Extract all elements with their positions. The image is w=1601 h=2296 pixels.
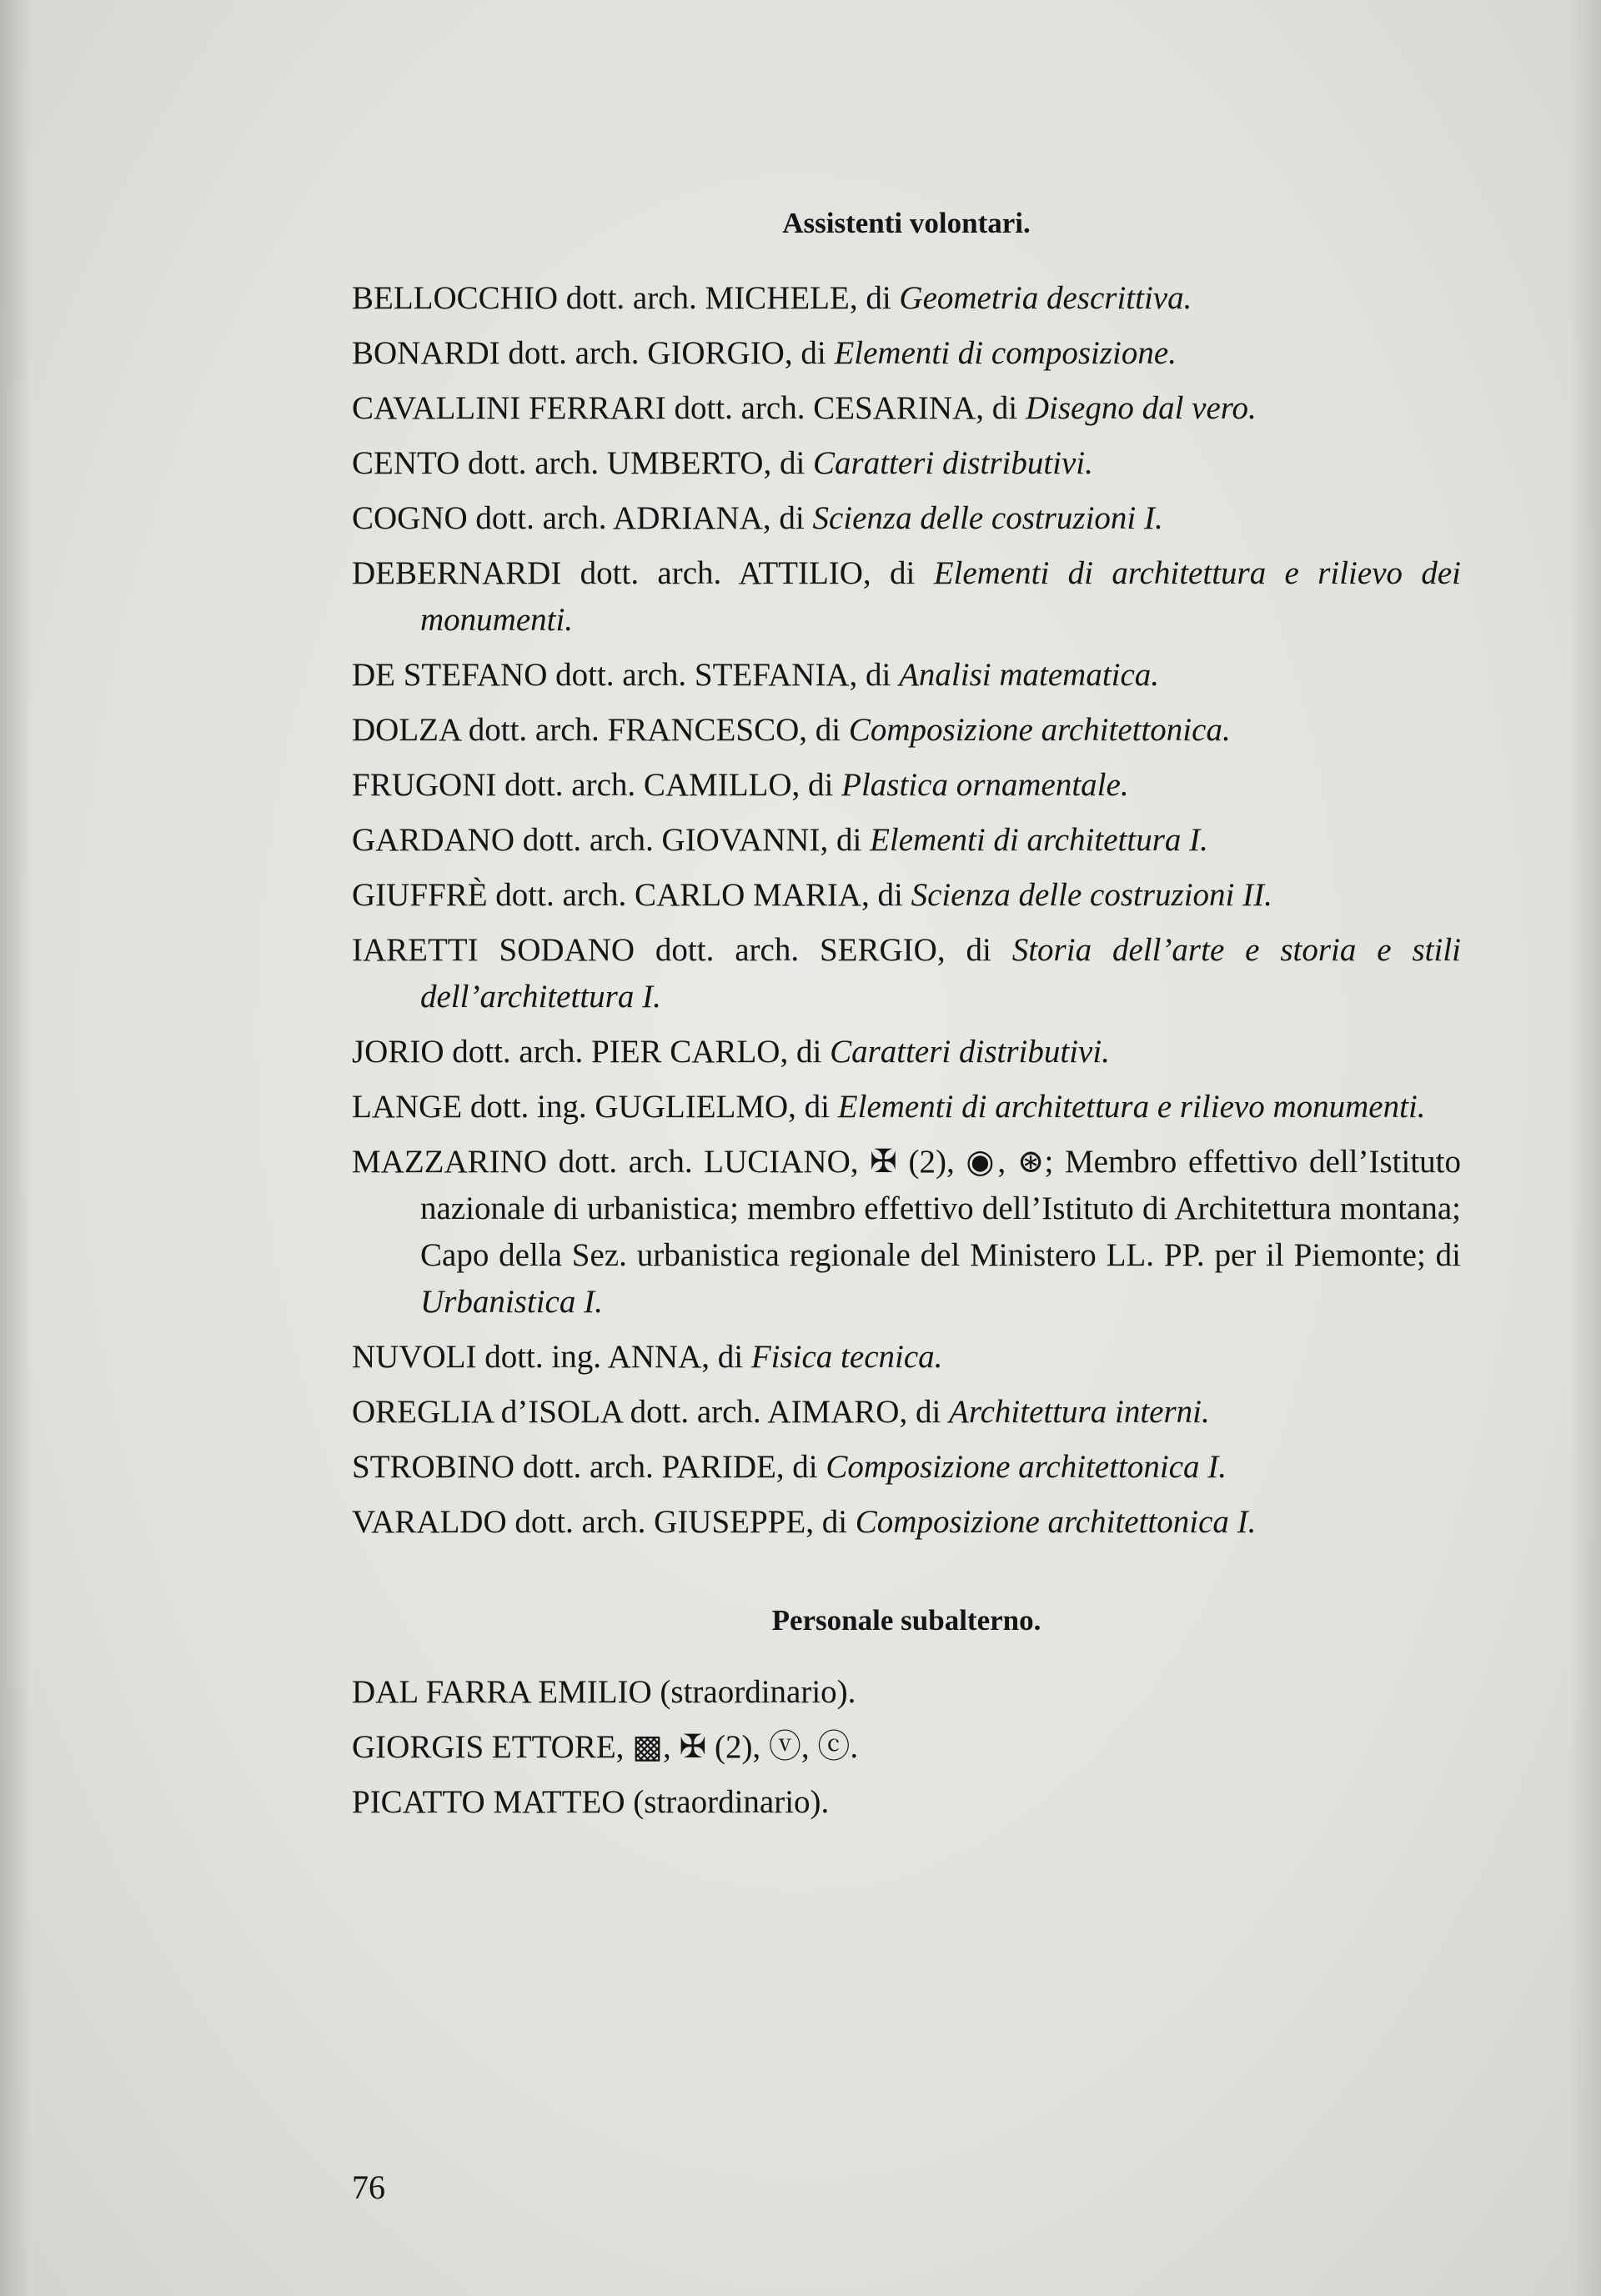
entry-subject: Caratteri distributivi. — [813, 445, 1093, 481]
list-item — [352, 550, 1461, 644]
entry-subject: Geometria descrittiva. — [899, 280, 1192, 316]
list-item — [352, 385, 1461, 432]
entry-name: JORIO dott. arch. PIER CARLO, di — [352, 1034, 831, 1070]
entry-name: CENTO dott. arch. UMBERTO, di — [352, 445, 814, 481]
entry-name: BONARDI dott. arch. GIORGIO, di — [352, 335, 835, 371]
list-item — [352, 495, 1461, 542]
list-item — [352, 817, 1461, 864]
list-item — [352, 1389, 1461, 1436]
list-item — [352, 330, 1461, 377]
entry-name: DE STEFANO dott. arch. STEFANIA, di — [352, 657, 900, 693]
entry-subject: Elementi di composizione. — [834, 335, 1177, 371]
list-item — [352, 1499, 1461, 1546]
entry-name: LANGE dott. ing. GUGLIELMO, di — [352, 1089, 838, 1125]
entry-name: BELLOCCHIO dott. arch. MICHELE, di — [352, 280, 900, 316]
list-item — [352, 707, 1461, 754]
volunteer-list — [352, 275, 1461, 1546]
list-item — [352, 1334, 1461, 1381]
entry-subject: Scienza delle costruzioni II. — [911, 877, 1272, 913]
list-item: DAL FARRA EMILIO (straordinario). — [352, 1674, 856, 1710]
page-shadow-right — [1569, 0, 1601, 2296]
entry-subject: Plastica ornamentale. — [841, 767, 1129, 803]
entry-name: GIUFFRÈ dott. arch. CARLO MARIA, di — [352, 877, 911, 913]
list-item — [352, 440, 1461, 487]
entry-subject: Composizione architettonica I. — [855, 1504, 1257, 1540]
list-item — [352, 1029, 1461, 1075]
entry-subject: Elementi di architettura e rilievo dei monumenti. — [420, 555, 1461, 638]
list-item — [352, 1139, 1461, 1326]
entry-name: IARETTI SODANO dott. arch. SERGIO, di — [352, 932, 1012, 968]
entry-name: NUVOLI dott. ing. ANNA, di — [352, 1339, 751, 1375]
entry-name: DOLZA dott. arch. FRANCESCO, di — [352, 712, 849, 748]
entry-subject: Composizione architettonica I. — [826, 1449, 1227, 1485]
entry-name: GARDANO dott. arch. GIOVANNI, di — [352, 822, 871, 858]
entry-name: MAZZARINO dott. arch. LUCIANO, ✠ (2), ◉, ⊛; Membro effettivo dell’Istituto nazionale di urbanistica; membro effettivo dell’Istituto di Architettura montana; Capo della Sez. urbanistica regionale del Ministero LL. PP. per il Piemonte; di — [352, 1144, 1461, 1273]
list-item — [352, 872, 1461, 919]
entry-name: FRUGONI dott. arch. CAMILLO, di — [352, 767, 842, 803]
entry-subject: Caratteri distributivi. — [830, 1034, 1110, 1070]
page-content — [352, 200, 1461, 1834]
entry-name: DEBERNARDI dott. arch. ATTILIO, di — [352, 555, 934, 591]
list-item: PICATTO MATTEO (straordinario). — [352, 1784, 830, 1820]
list-item — [352, 275, 1461, 322]
list-item — [352, 927, 1461, 1020]
list-item — [352, 1444, 1461, 1491]
entry-subject: Analisi matematica. — [899, 657, 1160, 693]
entry-name: CAVALLINI FERRARI dott. arch. CESARINA, di — [352, 390, 1026, 426]
entry-subject: Elementi di architettura I. — [870, 822, 1208, 858]
page-number: 76 — [352, 2168, 385, 2206]
list-item: GIORGIS ETTORE, ▩, ✠ (2), ⓥ, ⓒ. — [352, 1729, 859, 1765]
entry-subject: Composizione architettonica. — [848, 712, 1231, 748]
entry-name: OREGLIA d’ISOLA dott. arch. AIMARO, di — [352, 1394, 950, 1430]
entry-subject: Storia dell’arte e storia e stili dell’architettura I. — [420, 932, 1461, 1015]
page-shadow-left — [0, 0, 32, 2296]
entry-subject: Scienza delle costruzioni I. — [812, 500, 1163, 536]
entry-subject: Urbanistica I. — [420, 1284, 603, 1320]
entry-name: VARALDO dott. arch. GIUSEPPE, di — [352, 1504, 856, 1540]
staff-list — [352, 1669, 1461, 1826]
list-item — [352, 1084, 1461, 1130]
entry-name: COGNO dott. arch. ADRIANA, di — [352, 500, 813, 536]
entry-subject: Disegno dal vero. — [1025, 390, 1257, 426]
entry-subject: Fisica tecnica. — [750, 1339, 943, 1375]
section-heading-staff: Personale subalterno. — [771, 1604, 1041, 1637]
entry-subject: Elementi di architettura e rilievo monumenti. — [837, 1089, 1426, 1125]
list-item — [352, 652, 1461, 699]
entry-subject: Architettura interni. — [949, 1394, 1210, 1430]
entry-name: STROBINO dott. arch. PARIDE, di — [352, 1449, 826, 1485]
section-heading-volunteers: Assistenti volontari. — [782, 207, 1031, 239]
list-item — [352, 762, 1461, 809]
